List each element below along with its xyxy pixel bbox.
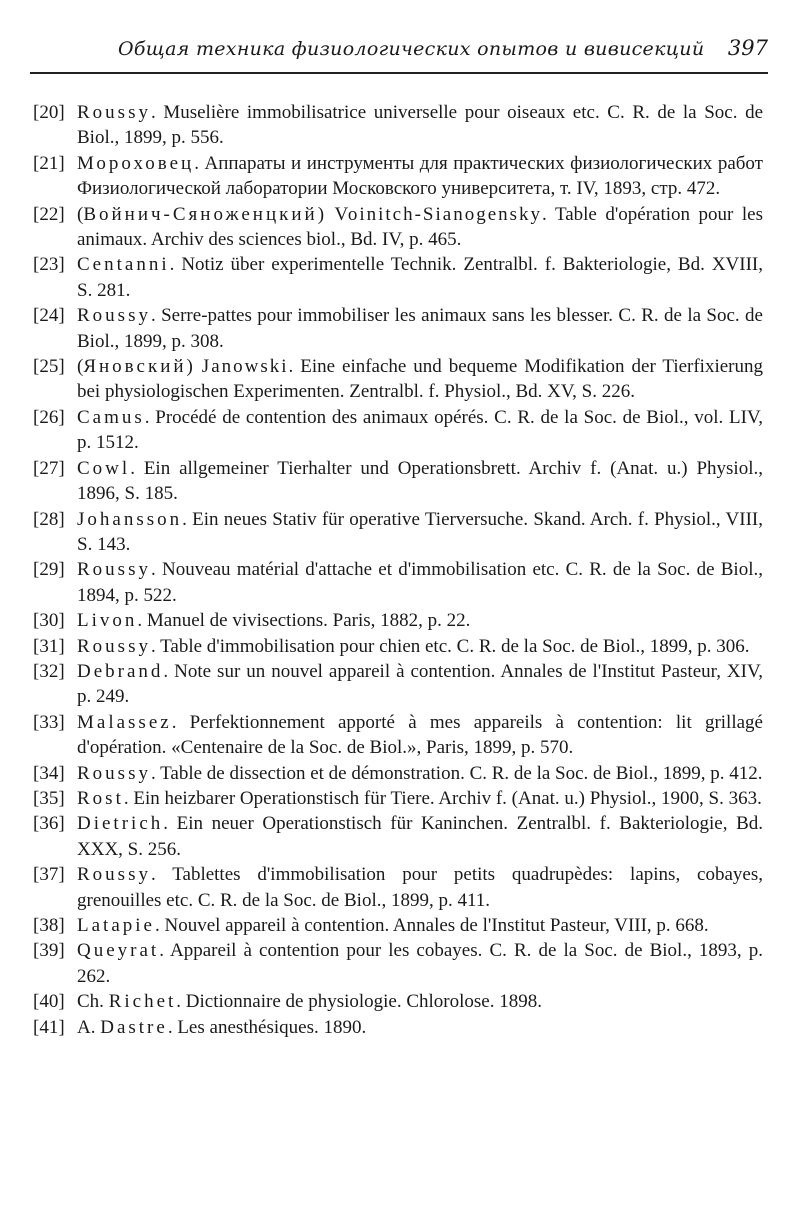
reference-number: [21]: [33, 152, 65, 174]
reference-item: [33, 507, 763, 558]
reference-item: [33, 761, 763, 786]
reference-item: [33, 100, 763, 151]
reference-item: [33, 1015, 763, 1040]
reference-item: [33, 252, 763, 303]
reference-author: Cowl: [77, 457, 131, 479]
reference-item: [33, 862, 763, 913]
page-header: [118, 36, 768, 68]
reference-text: [77, 151, 763, 202]
reference-author: Roussy: [77, 305, 151, 327]
reference-author-latin: Janowski: [192, 356, 289, 378]
reference-text: [77, 100, 763, 151]
reference-author: Rost: [77, 787, 124, 809]
reference-author: Johansson: [77, 508, 183, 530]
reference-details: . Eine einfache und bequeme Modifikation der Tierfixierung bei physiologischen Experimenten. Zentralbl. f. Physiol., Bd. XV, S. 226.: [77, 356, 763, 403]
reference-item: [33, 405, 763, 456]
reference-rest: . Les anesthésiques. 1890.: [167, 1016, 367, 1038]
reference-number: [25]: [33, 356, 65, 378]
reference-author: Roussy: [77, 762, 151, 784]
reference-item: [33, 557, 763, 608]
reference-rest: . Notiz über experimentelle Technik. Zentralbl. f. Bakteriologie, Bd. XVIII, S. 281.: [77, 254, 763, 301]
reference-item: [33, 303, 763, 354]
reference-item: [33, 913, 763, 938]
reference-number: [27]: [33, 457, 65, 479]
reference-number: [29]: [33, 559, 65, 581]
reference-number: [32]: [33, 660, 65, 682]
page-number: 397: [727, 36, 768, 60]
reference-number: [39]: [33, 940, 65, 962]
reference-rest: . Ein neuer Operationstisch für Kaninchen. Zentralbl. f. Bakteriologie, Bd. XXX, S. 256.: [77, 813, 763, 860]
reference-list: [33, 100, 763, 1040]
reference-rest: . Аппараты и инструменты для практических физиологических работ Физиологической лаборатории Московского университета, т. IV, 1893, стр. 472.: [77, 152, 763, 200]
reference-prefix: (: [77, 356, 84, 378]
reference-rest: . Muselière immobilisatrice universelle pour oiseaux etc. C. R. de la Soc. de Biol., 1899, p. 556.: [77, 102, 763, 149]
reference-author: Richet: [108, 991, 177, 1013]
reference-item: [33, 811, 763, 862]
reference-number: [31]: [33, 635, 65, 657]
reference-text: [77, 303, 763, 354]
reference-number: [22]: [33, 203, 65, 225]
reference-author: Dietrich: [77, 813, 164, 835]
reference-number: [38]: [33, 915, 65, 936]
reference-rest: . Procédé de contention des animaux opérés. C. R. de la Soc. de Biol., vol. LIV, p. 1512.: [77, 406, 763, 454]
reference-text: [77, 354, 763, 405]
reference-text: [77, 659, 763, 710]
reference-item: [33, 938, 763, 989]
reference-rest: ): [317, 203, 325, 225]
reference-rest: . Table de dissection et de démonstration. C. R. de la Soc. de Biol., 1899, p. 412.: [150, 762, 763, 784]
reference-number: [26]: [33, 406, 65, 428]
reference-text: [77, 989, 763, 1014]
reference-item: [33, 634, 763, 659]
reference-rest: . Perfektionnement apporté à mes appareils à contention: lit grillagé d'opération. «Centenaire de la Soc. de Biol.», Paris, 1899, p. 570.: [77, 711, 763, 759]
reference-author: Queyrat: [77, 940, 160, 962]
reference-author: Centanni: [77, 254, 170, 276]
reference-prefix: A.: [77, 1016, 101, 1038]
reference-text: [77, 862, 763, 913]
reference-author: Debrand: [77, 660, 164, 682]
reference-item: [33, 710, 763, 761]
reference-text: [77, 202, 763, 253]
reference-text: [77, 913, 763, 938]
reference-number: [33]: [33, 711, 65, 733]
reference-item: [33, 659, 763, 710]
reference-item: [33, 354, 763, 405]
reference-item: [33, 608, 763, 633]
reference-author: Livon: [77, 610, 138, 632]
reference-text: [77, 456, 763, 507]
reference-text: [77, 1015, 763, 1040]
reference-author: Roussy: [77, 559, 151, 581]
reference-author: Camus: [77, 406, 145, 428]
reference-rest: ): [186, 356, 193, 378]
reference-author: Dastre: [100, 1016, 168, 1038]
reference-text: [77, 405, 763, 456]
reference-text: [77, 608, 763, 633]
reference-text: [77, 761, 763, 786]
reference-item: [33, 151, 763, 202]
reference-rest: . Serre-pattes pour immobiliser les animaux sans les blesser. C. R. de la Soc. de Biol., 1899, p. 308.: [77, 305, 763, 352]
reference-rest: . Appareil à contention pour les cobayes. C. R. de la Soc. de Biol., 1893, p. 262.: [77, 940, 763, 987]
reference-number: [40]: [33, 991, 65, 1013]
reference-text: [77, 634, 763, 659]
reference-author: Яновский: [83, 356, 187, 378]
reference-text: [77, 786, 763, 811]
reference-number: [41]: [33, 1016, 65, 1038]
reference-author: Roussy: [77, 864, 151, 886]
reference-rest: . Ein heizbarer Operationstisch für Tiere. Archiv f. (Anat. u.) Physiol., 1900, S. 363.: [123, 787, 762, 809]
reference-number: [28]: [33, 508, 65, 530]
reference-details: . Table d'opération pour les animaux. Archiv des sciences biol., Bd. IV, p. 465.: [77, 203, 763, 251]
reference-prefix: Ch.: [77, 991, 109, 1013]
reference-item: [33, 989, 763, 1014]
reference-rest: . Nouveau matérial d'attache et d'immobilisation etc. C. R. de la Soc. de Biol., 1894, p. 522.: [77, 559, 763, 606]
reference-text: [77, 557, 763, 608]
reference-text: [77, 938, 763, 989]
reference-item: [33, 456, 763, 507]
reference-number: [20]: [33, 102, 65, 123]
reference-rest: . Ein allgemeiner Tierhalter und Operationsbrett. Archiv f. (Anat. u.) Physiol., 1896, S. 185.: [77, 457, 763, 505]
reference-number: [35]: [33, 787, 65, 809]
reference-number: [37]: [33, 864, 65, 886]
reference-prefix: (: [77, 203, 84, 225]
reference-text: [77, 252, 763, 303]
reference-author: Latapie: [77, 915, 155, 936]
reference-rest: . Table d'immobilisation pour chien etc. C. R. de la Soc. de Biol., 1899, p. 306.: [150, 635, 750, 657]
reference-text: [77, 811, 763, 862]
reference-rest: . Dictionnaire de physiologie. Chlorolose. 1898.: [176, 991, 542, 1013]
reference-rest: . Ein neues Stativ für operative Tierversuche. Skand. Arch. f. Physiol., VIII, S. 143.: [77, 508, 763, 555]
reference-item: [33, 202, 763, 253]
header-rule: [30, 72, 768, 74]
reference-number: [30]: [33, 610, 65, 632]
reference-rest: . Tablettes d'immobilisation pour petits quadrupèdes: lapins, cobayes, grenouilles etc. C. R. de la Soc. de Biol., 1899, p. 411.: [77, 864, 763, 911]
reference-author: Roussy: [77, 102, 151, 123]
reference-number: [34]: [33, 762, 65, 784]
reference-number: [23]: [33, 254, 65, 276]
reference-rest: . Nouvel appareil à contention. Annales de l'Institut Pasteur, VIII, p. 668.: [154, 915, 709, 936]
reference-rest: . Manuel de vivisections. Paris, 1882, p. 22.: [137, 610, 471, 632]
reference-text: [77, 507, 763, 558]
reference-author: Мороховец: [77, 152, 195, 174]
reference-author: Malassez: [77, 711, 172, 733]
reference-number: [36]: [33, 813, 65, 835]
reference-author: Войнич-Сяноженцкий: [83, 203, 318, 225]
reference-author: Roussy: [77, 635, 151, 657]
reference-author-latin: Voinitch-Sianogensky: [324, 203, 543, 225]
running-title: Общая техника физиологических опытов и вивисекций: [118, 38, 705, 60]
reference-text: [77, 710, 763, 761]
reference-number: [24]: [33, 305, 65, 327]
reference-rest: . Note sur un nouvel appareil à contention. Annales de l'Institut Pasteur, XIV, p. 249.: [77, 660, 763, 708]
reference-item: [33, 786, 763, 811]
